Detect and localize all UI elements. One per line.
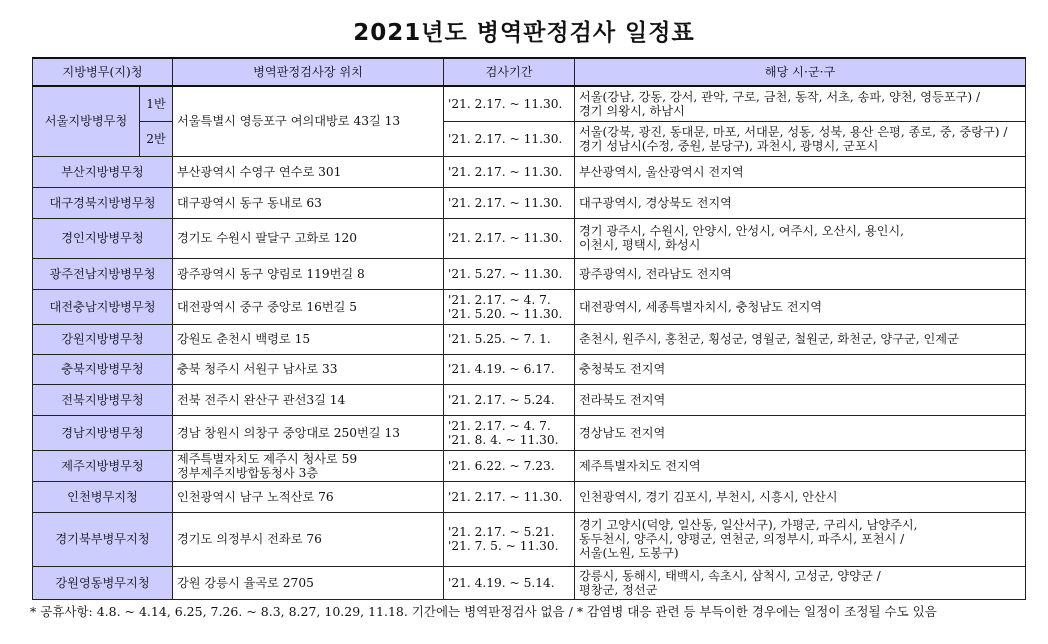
period-cell: [444, 187, 575, 218]
table-row: [33, 156, 1026, 187]
area-line: 광주광역시, 전라남도 전지역: [579, 266, 732, 281]
area-line: 부산광역시, 울산광역시 전지역: [579, 164, 744, 179]
location-cell: [173, 354, 444, 384]
period-line: '21. 2.17. ~ 5.24.: [448, 392, 555, 407]
area-cell: [575, 415, 1026, 450]
location-cell: [173, 450, 444, 481]
area-line: 서울(강남, 강동, 강서, 관악, 구로, 금천, 동작, 서초, 송파, 양천, 영등포구) /: [579, 89, 981, 104]
office-cell: 대전충남지방병무청: [33, 289, 173, 324]
office-cell: 대구경북지방병무청: [33, 187, 173, 218]
period-line: '21. 2.17. ~ 11.30.: [448, 195, 563, 210]
area-cell: [575, 512, 1026, 566]
area-cell: [575, 354, 1026, 384]
table-row-seoul-1: [33, 86, 1026, 121]
area-line: 평창군, 정선군: [579, 582, 658, 597]
table-row: [33, 512, 1026, 566]
period-cell: [444, 481, 575, 512]
office-cell: 경기북부병무지청: [33, 512, 173, 566]
office-cell: 광주전남지방병무청: [33, 258, 173, 289]
table-row: [33, 289, 1026, 324]
period-line: '21. 7. 5. ~ 11.30.: [448, 539, 559, 553]
period-line: '21. 2.17. ~ 11.30.: [448, 164, 563, 179]
location-line: 경기도 수원시 팔달구 고화로 120: [177, 231, 358, 245]
area-line: 서울(노원, 도봉구): [579, 546, 679, 560]
location-line: 전북 전주시 완산구 관선3길 14: [177, 392, 346, 407]
location-line: 대전광역시 중구 중앙로 16번길 5: [177, 299, 358, 314]
office-cell: 제주지방병무청: [33, 450, 173, 481]
period-cell: [444, 512, 575, 566]
period-line: '21. 2.17. ~ 5.21.: [448, 525, 555, 539]
period-cell: '21. 2.17. ~ 11.30.: [444, 86, 575, 121]
area-cell: [575, 289, 1026, 324]
period-cell: '21. 2.17. ~ 11.30.: [444, 121, 575, 156]
location-cell: [173, 566, 444, 599]
area-cell: [575, 384, 1026, 415]
area-cell: [575, 258, 1026, 289]
period-line: '21. 5.20. ~ 11.30.: [448, 306, 563, 321]
area-line: 동두천시, 양주시, 양평군, 연천군, 의정부시, 파주시, 포천시 /: [579, 532, 905, 546]
area-cell: [575, 566, 1026, 599]
location-line: 부산광역시 수영구 연수로 301: [177, 164, 342, 179]
office-cell: 강원영동병무지청: [33, 566, 173, 599]
office-cell: 강원지방병무청: [33, 324, 173, 354]
area-cell: [575, 86, 1026, 121]
location-cell: [173, 384, 444, 415]
office-cell: 충북지방병무청: [33, 354, 173, 384]
area-cell: [575, 156, 1026, 187]
location-cell: [173, 415, 444, 450]
area-line: 경기 성남시(수정, 중원, 분당구), 과천시, 광명시, 군포시: [579, 138, 879, 153]
area-line: 춘천시, 원주시, 홍천군, 횡성군, 영월군, 철원군, 화천군, 양구군, 인제군: [579, 332, 959, 346]
period-line: '21. 2.17. ~ 11.30.: [448, 231, 563, 245]
office-cell: 경남지방병무청: [33, 415, 173, 450]
location-line: 정부제주지방합동청사 3층: [177, 465, 319, 480]
area-line: 대전광역시, 세종특별자치시, 충청남도 전지역: [579, 299, 823, 314]
period-cell: [444, 218, 575, 258]
location-cell: [173, 187, 444, 218]
period-line: '21. 2.17. ~ 11.30.: [448, 489, 563, 504]
table-row: [33, 415, 1026, 450]
period-cell: [444, 354, 575, 384]
location-cell: [173, 289, 444, 324]
area-line: 서울(강북, 광진, 동대문, 마포, 서대문, 성동, 성북, 용산 은평, 종로, 중, 중랑구) /: [579, 124, 1008, 139]
period-line: '21. 2.17. ~ 4. 7.: [448, 292, 551, 307]
table-row: [33, 218, 1026, 258]
area-line: 충청북도 전지역: [579, 362, 666, 376]
area-cell: [575, 187, 1026, 218]
period-cell: [444, 324, 575, 354]
period-line: '21. 4.19. ~ 5.14.: [448, 575, 555, 590]
office-cell: 서울지방병무청: [33, 86, 140, 156]
location-cell: 서울특별시 영등포구 여의대방로 43길 13: [173, 86, 444, 156]
footnote: * 공휴사항: 4.8. ~ 4.14, 6.25, 7.26. ~ 8.3, 8.27, 10.29, 11.18. 기간에는 병역판정검사 없음 / * 감염병 대응 관련 등 부득이한 경우에는 일정이 조정될 수도 있음: [30, 604, 937, 619]
period-cell: [444, 156, 575, 187]
location-line: 강원 강릉시 율곡로 2705: [177, 575, 314, 590]
area-cell: [575, 324, 1026, 354]
period-cell: [444, 450, 575, 481]
area-line: 대구광역시, 경상북도 전지역: [579, 195, 732, 210]
period-line: '21. 6.22. ~ 7.23.: [448, 458, 555, 473]
table-row: [33, 450, 1026, 481]
table-row: [33, 324, 1026, 354]
area-cell: [575, 218, 1026, 258]
location-line: 경기도 의정부시 전좌로 76: [177, 532, 322, 546]
half-cell: 2반: [140, 121, 173, 156]
table-row: [33, 384, 1026, 415]
office-cell: 부산지방병무청: [33, 156, 173, 187]
period-line: '21. 2.17. ~ 4. 7.: [448, 418, 551, 433]
schedule-table: [32, 57, 1026, 600]
area-line: 이천시, 평택시, 화성시: [579, 238, 701, 252]
location-cell: [173, 258, 444, 289]
location-line: 광주광역시 동구 양림로 119번길 8: [177, 266, 365, 281]
period-line: '21. 5.27. ~ 11.30.: [448, 266, 563, 281]
location-line: 강원도 춘천시 백령로 15: [177, 332, 311, 346]
page-title: 2021년도 병역판정검사 일정표: [353, 20, 695, 46]
area-line: 경기 고양시(덕양, 일산동, 일산서구), 가평군, 구리시, 남양주시,: [579, 518, 918, 532]
period-cell: [444, 384, 575, 415]
location-cell: [173, 512, 444, 566]
location-cell: [173, 324, 444, 354]
area-cell: [575, 481, 1026, 512]
area-cell: [575, 121, 1026, 156]
area-cell: [575, 450, 1026, 481]
period-line: '21. 4.19. ~ 6.17.: [448, 362, 555, 376]
area-line: 강릉시, 동해시, 태백시, 속초시, 삼척시, 고성군, 양양군 /: [579, 568, 881, 583]
table-row: [33, 187, 1026, 218]
table-row: [33, 258, 1026, 289]
header-area: 해당 시·군·구: [575, 58, 1026, 86]
period-cell: [444, 258, 575, 289]
half-cell: 1반: [140, 86, 173, 121]
area-line: 경기 의왕시, 하남시: [579, 103, 685, 118]
office-cell: 전북지방병무청: [33, 384, 173, 415]
table-row: [33, 354, 1026, 384]
office-cell: 인천병무지청: [33, 481, 173, 512]
location-line: 대구광역시 동구 동내로 63: [177, 195, 322, 210]
header-office: 지방병무(지)청: [33, 58, 173, 86]
period-line: '21. 5.25. ~ 7. 1.: [448, 332, 551, 346]
location-cell: [173, 218, 444, 258]
period-cell: [444, 415, 575, 450]
office-cell: 경인지방병무청: [33, 218, 173, 258]
period-line: '21. 8. 4. ~ 11.30.: [448, 432, 559, 447]
area-line: 경기 광주시, 수원시, 안양시, 안성시, 여주시, 오산시, 용인시,: [579, 224, 905, 238]
location-cell: [173, 481, 444, 512]
table-row: [33, 566, 1026, 599]
area-line: 전라북도 전지역: [579, 392, 666, 407]
table-header-row: [33, 58, 1026, 86]
area-line: 경상남도 전지역: [579, 425, 666, 440]
area-line: 제주특별자치도 전지역: [579, 458, 701, 473]
location-line: 제주특별자치도 제주시 청사로 59: [177, 451, 358, 466]
table-row: [33, 481, 1026, 512]
location-line: 충북 청주시 서원구 남사로 33: [177, 362, 338, 376]
area-line: 인천광역시, 경기 김포시, 부천시, 시흥시, 안산시: [579, 489, 838, 504]
location-cell: [173, 156, 444, 187]
header-period: 검사기간: [444, 58, 575, 86]
period-cell: [444, 566, 575, 599]
location-line: 인천광역시 남구 노적산로 76: [177, 489, 334, 504]
period-cell: [444, 289, 575, 324]
location-line: 경남 창원시 의창구 중앙대로 250번길 13: [177, 425, 400, 440]
header-location: 병역판정검사장 위치: [173, 58, 444, 86]
